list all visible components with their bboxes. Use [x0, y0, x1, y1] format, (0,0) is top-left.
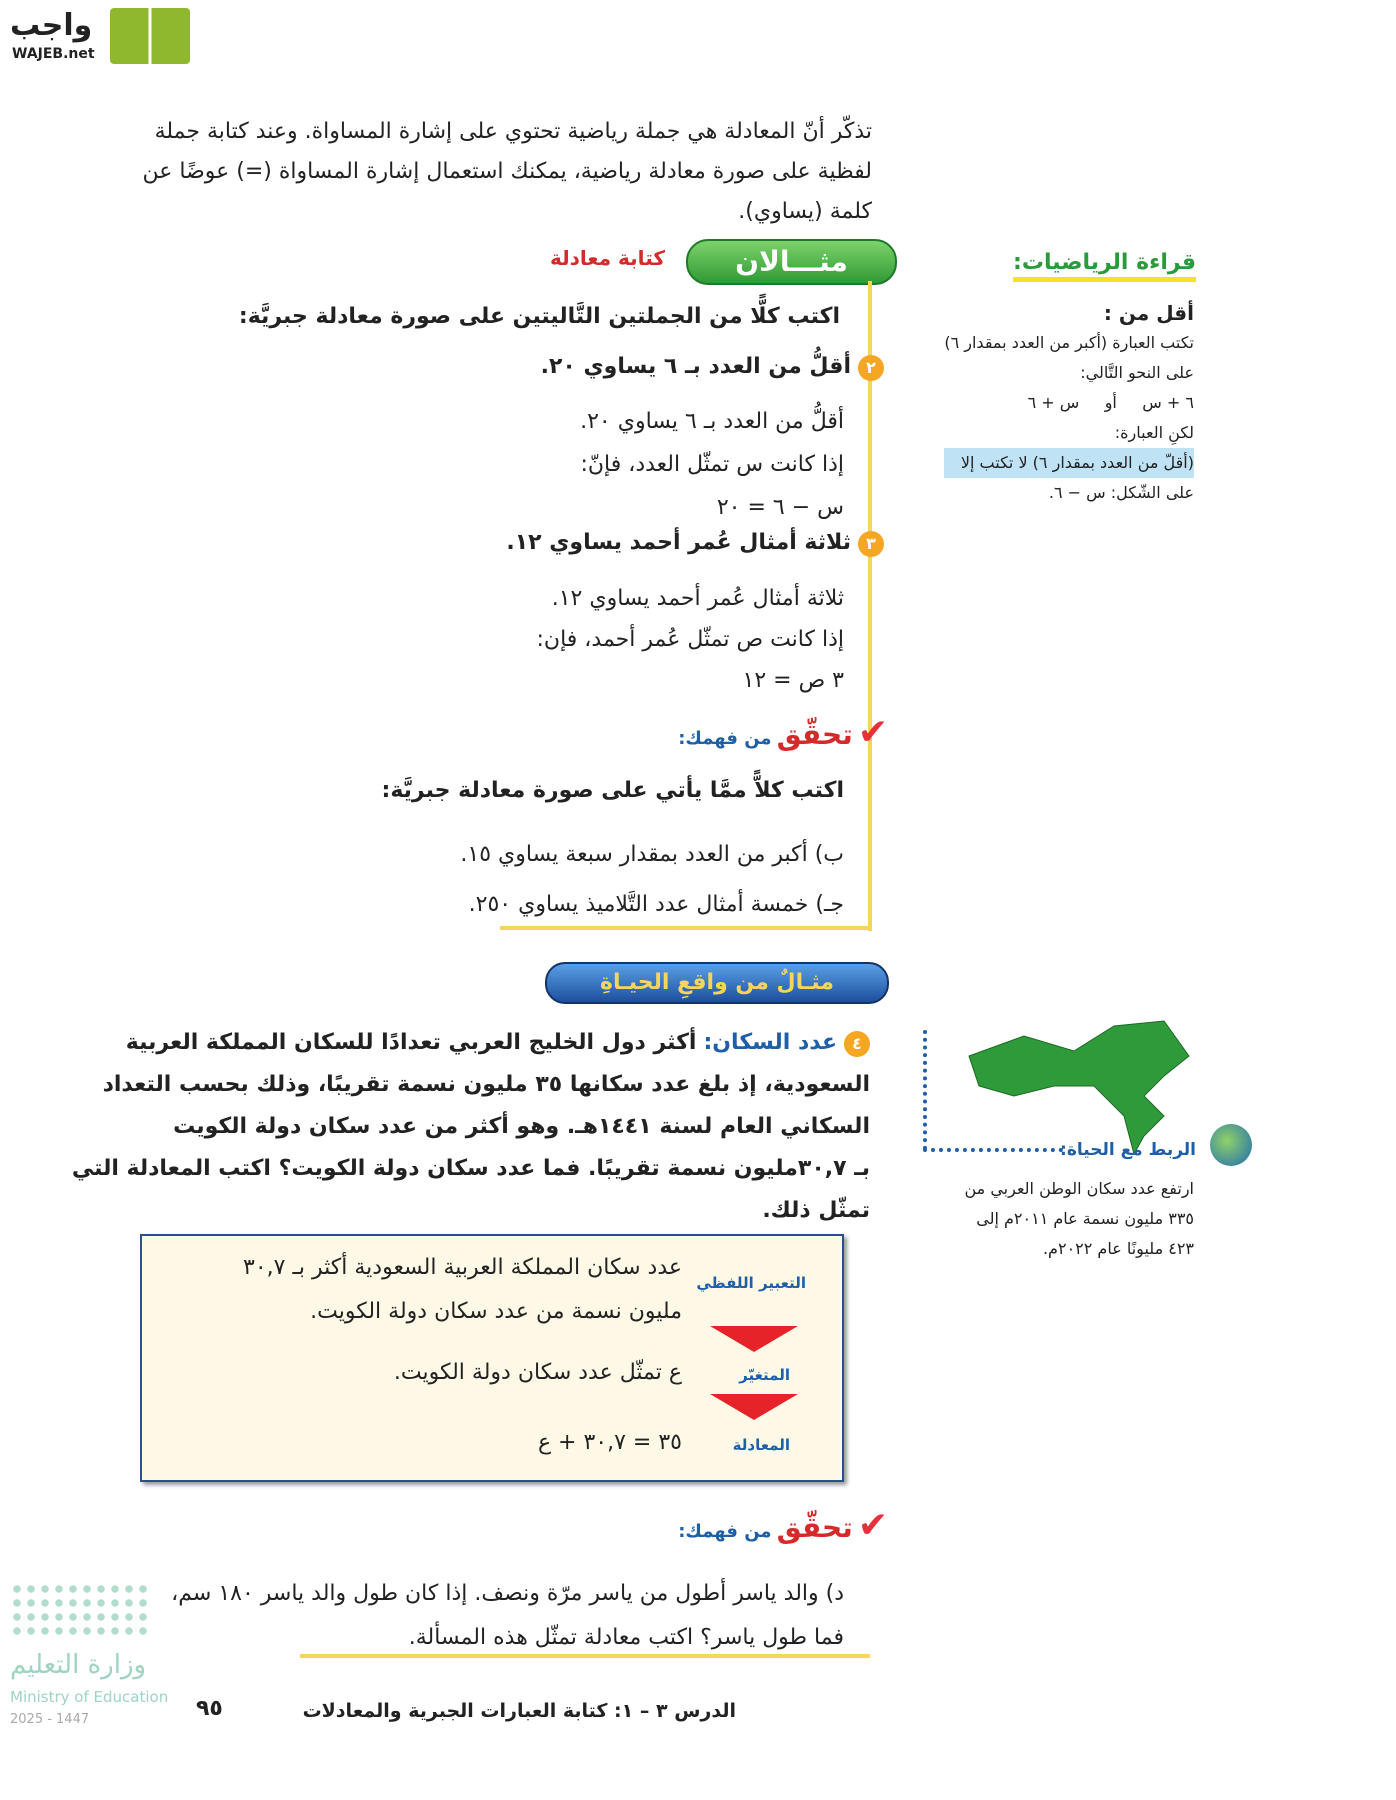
- label-equation: المعادلة: [732, 1436, 790, 1454]
- ministry-logo-dots: [10, 1582, 150, 1637]
- dotted-connector: [923, 1030, 927, 1150]
- example-equation: ٣ ص = ١٢: [742, 668, 844, 693]
- logo-sub: WAJEB.net: [12, 46, 95, 62]
- ministry-name-en: Ministry of Education: [10, 1688, 169, 1706]
- variable-text: ع تمثّل عدد سكان دولة الكويت.: [393, 1360, 682, 1385]
- check-title: تحقّق: [776, 718, 853, 751]
- side-line: على الشّكل: س − ٦.: [1048, 483, 1194, 502]
- side-line: على النحو التَّالي:: [1080, 363, 1194, 382]
- side-line: تكتب العبارة (أكبر من العدد بمقدار ٦): [944, 333, 1194, 352]
- arab-world-map: [964, 1016, 1194, 1154]
- check-icon: ✔: [857, 712, 888, 753]
- solution-box: [140, 1234, 844, 1482]
- arrow-down-icon: [710, 1394, 798, 1420]
- life-line: ٣٣٥ مليون نسمة عام ٢٠١١م إلى: [976, 1209, 1194, 1228]
- problem-line: تمثّل ذلك.: [762, 1198, 870, 1223]
- side-line: ٦ + س أو س + ٦: [1027, 393, 1194, 412]
- example-heading: أقلُّ من العدد بـ ٦ يساوي ٢٠.: [540, 354, 851, 379]
- check-subtitle: من فهمك:: [678, 728, 772, 749]
- problem-lead: عدد السكان:: [703, 1030, 837, 1055]
- exercise-item: فما طول ياسر؟ اكتب معادلة تمثّل هذه المسألة.: [408, 1625, 844, 1650]
- example-number: ٣: [858, 531, 884, 557]
- wajeb-logo: [10, 8, 190, 68]
- side-title: قراءة الرياضيات:: [1013, 250, 1196, 282]
- example-heading: ثلاثة أمثال عُمر أحمد يساوي ١٢.: [506, 530, 851, 555]
- page-number: ٩٥: [196, 1696, 223, 1721]
- example-prompt: اكتب كلًّا من الجملتين التَّاليتين على صورة معادلة جبريَّة:: [238, 304, 840, 329]
- problem-line: بـ ٣٠,٧مليون نسمة تقريبًا. فما عدد سكان دولة الكويت؟ اكتب المعادلة التي: [71, 1156, 870, 1181]
- exercise-item: ب) أكبر من العدد بمقدار سبعة يساوي ١٥.: [460, 842, 844, 867]
- example-number: ٤: [844, 1031, 870, 1057]
- example-title: كتابة معادلة: [550, 246, 665, 270]
- exercise-item: د) والد ياسر أطول من ياسر مرّة ونصف. إذا كان طول والد ياسر ١٨٠ سم،: [171, 1581, 844, 1606]
- check-title: تحقّق: [776, 1511, 853, 1544]
- check-icon: ✔: [857, 1505, 888, 1546]
- example-equation: س − ٦ = ٢٠: [716, 495, 844, 520]
- example-line: إذا كانت س تمثّل العدد، فإنّ:: [580, 452, 844, 477]
- side-line: (أقلّ من العدد بمقدار ٦) لا تكتب إلا: [944, 448, 1194, 478]
- dotted-connector: [923, 1148, 1063, 1152]
- example-line: ثلاثة أمثال عُمر أحمد يساوي ١٢.: [551, 586, 844, 611]
- example-line: أقلُّ من العدد بـ ٦ يساوي ٢٠.: [580, 409, 844, 434]
- real-life-badge: مثـالٌ من واقعِ الحيـاةِ: [545, 962, 889, 1004]
- life-line: ارتفع عدد سكان الوطن العربي من: [964, 1179, 1194, 1198]
- check-prompt: اكتب كلاًّ ممَّا يأتي على صورة معادلة جبريَّة:: [381, 778, 844, 803]
- equation-text: ٣٥ = ٣٠,٧ + ع: [537, 1430, 682, 1455]
- exercise-item: جـ) خمسة أمثال عدد التَّلاميذ يساوي ٢٥٠.: [468, 892, 844, 917]
- side-term: أقل من :: [1103, 301, 1194, 325]
- example-number: ٢: [858, 355, 884, 381]
- globe-icon: [1210, 1124, 1252, 1166]
- lesson-title: الدرس ٣ – ١: كتابة العبارات الجبرية والمعادلات: [302, 1700, 736, 1722]
- life-title: الربط مع الحياة:: [1060, 1140, 1196, 1160]
- label-verbal: التعبير اللفظي: [696, 1274, 806, 1292]
- intro-line: كلمة (يساوي).: [738, 199, 872, 224]
- intro-line: لفظية على صورة معادلة رياضية، يمكنك استعمال إشارة المساواة (=) عوضًا عن: [142, 159, 872, 184]
- side-line: لكنِ العبارة:: [1114, 423, 1194, 442]
- life-line: ٤٢٣ مليونًا عام ٢٠٢٢م.: [1042, 1239, 1194, 1258]
- problem-line: السعودية، إذ بلغ عدد سكانها ٣٥ مليون نسمة تقريبًا، وذلك بحسب التعداد: [102, 1072, 870, 1097]
- problem-line: السكاني العام لسنة ١٤٤١هـ. وهو أكثر من عدد سكان دولة الكويت: [173, 1114, 870, 1139]
- ministry-years: 2025 - 1447: [10, 1712, 90, 1727]
- logo-text: واجب: [10, 8, 93, 43]
- example-line: إذا كانت ص تمثّل عُمر أحمد، فإن:: [536, 627, 844, 652]
- verbal-line: عدد سكان المملكة العربية السعودية أكثر بـ ٣٠,٧: [243, 1255, 682, 1280]
- check-subtitle: من فهمك:: [678, 1521, 772, 1542]
- intro-line: تذكّر أنّ المعادلة هي جملة رياضية تحتوي على إشارة المساواة. وعند كتابة جملة: [154, 119, 872, 144]
- problem-line: أكثر دول الخليج العربي تعدادًا للسكان المملكة العربية: [125, 1030, 697, 1055]
- examples-badge: مثـــالان: [686, 239, 897, 285]
- arrow-down-icon: [710, 1326, 798, 1352]
- label-variable: المتغيّر: [739, 1366, 790, 1384]
- verbal-line: مليون نسمة من عدد سكان دولة الكويت.: [310, 1299, 682, 1324]
- ministry-name-ar: وزارة التعليم: [10, 1650, 147, 1680]
- book-icon: [110, 8, 190, 64]
